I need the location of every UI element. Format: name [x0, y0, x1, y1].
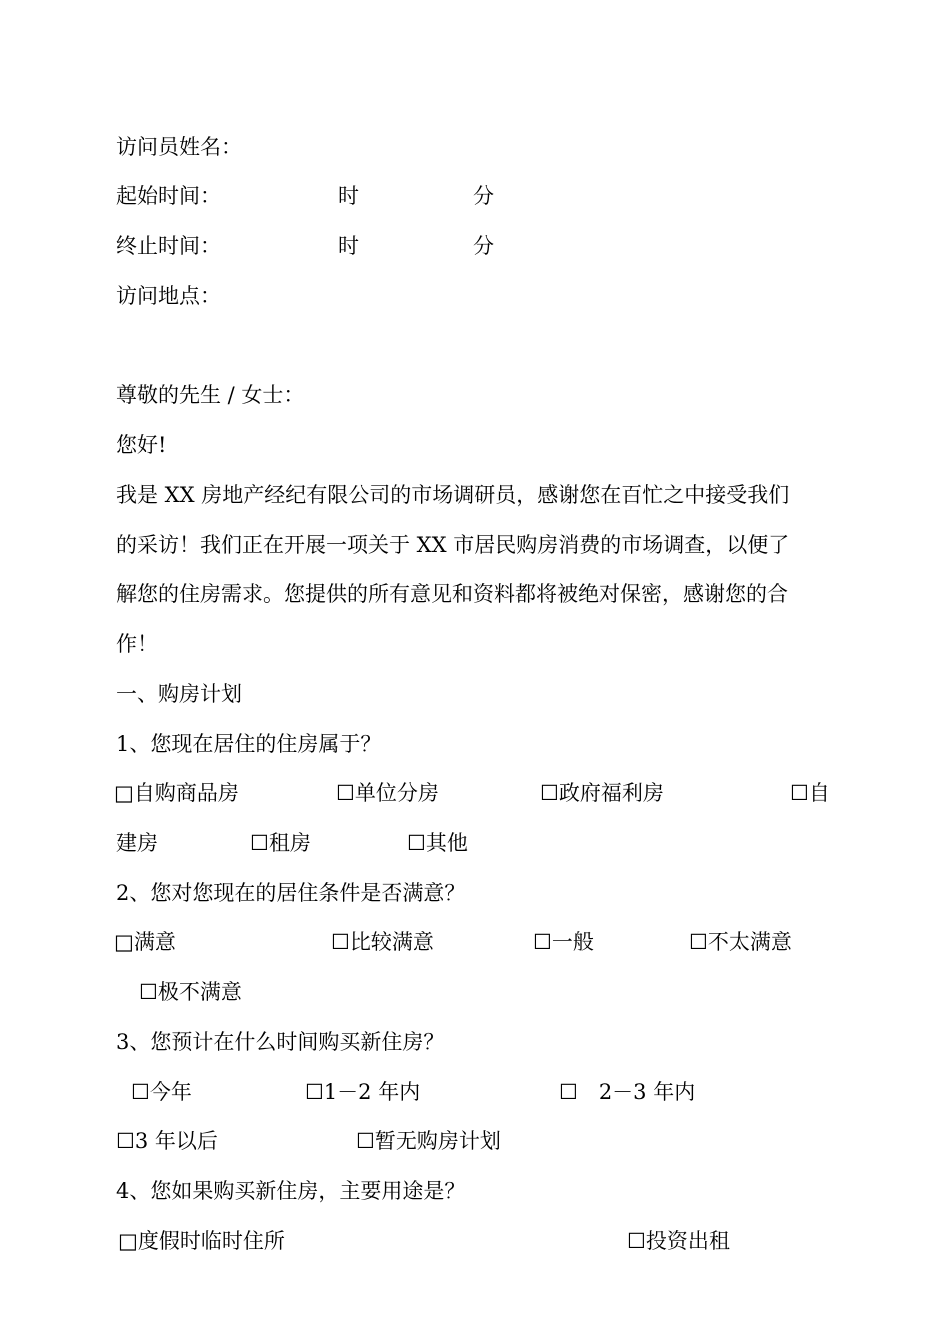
- location-label: 访问地点：: [116, 284, 221, 308]
- salutation: 尊敬的先生 / 女士：: [116, 383, 305, 407]
- start-minute-label: 分: [473, 184, 494, 208]
- q1-option-other[interactable]: ☐其他: [407, 831, 468, 855]
- start-time-label: 起始时间：: [116, 184, 221, 208]
- q2-option-satisfied[interactable]: □满意: [114, 930, 176, 954]
- greeting: 您好!: [116, 433, 167, 457]
- q2-option-not-very-satisfied[interactable]: ☐不太满意: [689, 930, 792, 954]
- q1-option-government-welfare[interactable]: ☐政府福利房: [540, 781, 664, 805]
- q1-option-self-built[interactable]: ☐自: [790, 781, 830, 805]
- q2-option-average[interactable]: ☐一般: [533, 930, 594, 954]
- start-hour-label: 时: [338, 184, 359, 208]
- question-4: 4、您如果购买新住房，主要用途是？: [116, 1179, 466, 1203]
- intro-paragraph-line-4: 作！: [116, 632, 158, 656]
- section-title-purchase-plan: 一、购房计划: [116, 682, 242, 706]
- end-minute-label: 分: [473, 234, 494, 258]
- question-1: 1、您现在居住的住房属于？: [116, 732, 382, 756]
- interviewer-name-label: 访问员姓名：: [116, 135, 242, 159]
- q3-option-1-2-years[interactable]: ☐1－2 年内: [305, 1080, 421, 1104]
- start-time-row: [116, 182, 221, 210]
- end-time-label: 终止时间：: [116, 234, 221, 258]
- q1-option-work-unit[interactable]: ☐单位分房: [336, 781, 439, 805]
- q2-option-very-dissatisfied[interactable]: ☐极不满意: [139, 980, 242, 1004]
- q3-option-after-3-years[interactable]: ☐3 年以后: [116, 1129, 218, 1153]
- end-hour-label: 时: [338, 234, 359, 258]
- q3-option-no-plan[interactable]: ☐暂无购房计划: [356, 1129, 501, 1153]
- q2-option-fairly-satisfied[interactable]: ☐比较满意: [331, 930, 434, 954]
- intro-paragraph-line-1: 我是 XX 房地产经纪有限公司的市场调研员，感谢您在百忙之中接受我们: [116, 483, 790, 507]
- q1-option-self-built-continued: 建房: [116, 831, 158, 855]
- question-3: 3、您预计在什么时间购买新住房？: [116, 1030, 445, 1054]
- q4-option-investment-rental[interactable]: ☐投资出租: [627, 1229, 730, 1253]
- q3-option-this-year[interactable]: ☐今年: [131, 1080, 192, 1104]
- q1-option-self-purchased[interactable]: □自购商品房: [114, 781, 239, 805]
- q4-option-vacation-residence[interactable]: □度假时临时住所: [118, 1229, 285, 1253]
- question-2: 2、您对您现在的居住条件是否满意？: [116, 881, 466, 905]
- q1-option-rent[interactable]: ☐租房: [250, 831, 311, 855]
- intro-paragraph-line-3: 解您的住房需求。您提供的所有意见和资料都将被绝对保密，感谢您的合: [116, 582, 788, 606]
- q3-option-2-3-years[interactable]: ☐ 2－3 年内: [559, 1080, 696, 1104]
- intro-paragraph-line-2: 的采访！我们正在开展一项关于 XX 市居民购房消费的市场调查，以便了: [116, 533, 790, 557]
